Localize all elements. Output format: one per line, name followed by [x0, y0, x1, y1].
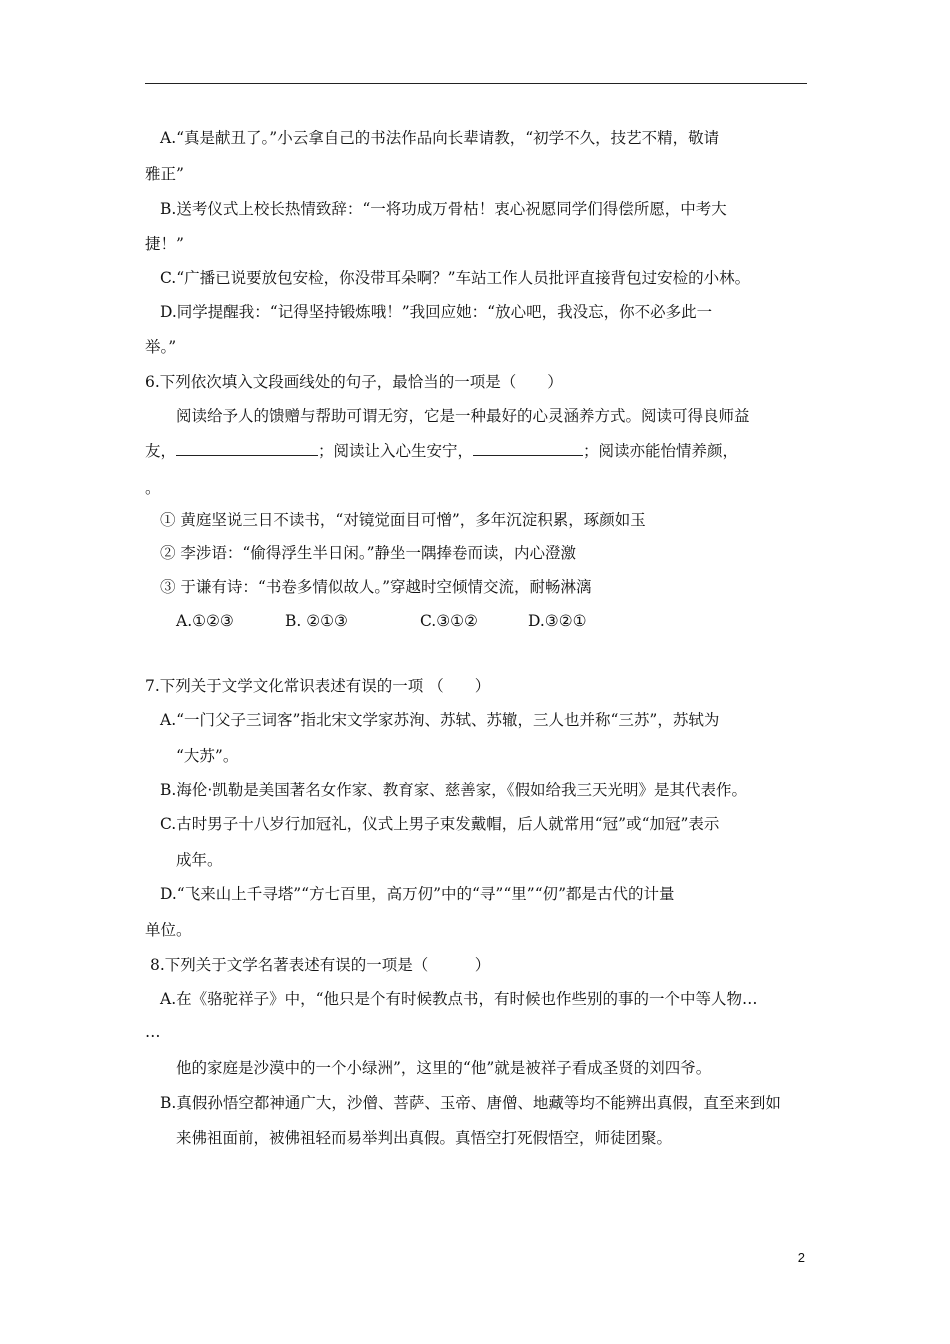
q8-option-b-line2: 来佛祖面前，被佛祖轻而易举判出真假。真悟空打死假悟空，师徒团聚。	[176, 1129, 673, 1147]
q6-blank-2	[473, 441, 583, 456]
q6-option-a: A.①②③	[176, 612, 234, 630]
page-number: 2	[797, 1250, 805, 1265]
q6-sentence-2: ② 李涉语：“偷得浮生半日闲。”静坐一隅捧卷而读，内心澄激	[160, 544, 577, 562]
q8-option-a-line1: A.在《骆驼祥子》中，“他只是个有时候教点书，有时候也作些别的事的一个中等人物…	[160, 990, 758, 1008]
header-rule	[145, 83, 807, 84]
q7-option-d-line2: 单位。	[145, 921, 192, 939]
q8-option-a-line3: 他的家庭是沙漠中的一个小绿洲”，这里的“他”就是被祥子看成圣贤的刘四爷。	[176, 1059, 712, 1077]
q7-option-a-line1: A.“一门父子三词客”指北宋文学家苏洵、苏轼、苏辙，三人也并称“三苏”，苏轼为	[160, 711, 720, 729]
q7-option-d-line1: D.“飞来山上千寻塔”“方七百里，高万仞”中的“寻”“里”“仞”都是古代的计量	[160, 885, 675, 903]
q5-option-d-line2: 举。”	[145, 338, 177, 356]
q7-stem: 7.下列关于文学文化常识表述有误的一项 （ ）	[145, 677, 491, 695]
q6-passage-seg2: ；阅读让入心生安宁，	[318, 442, 474, 460]
q8-option-a-line2: …	[145, 1023, 161, 1041]
q5-option-d-line1: D.同学提醒我：“记得坚持锻炼哦！”我回应她：“放心吧，我没忘，你不必多此一	[160, 303, 713, 321]
q7-option-c-line2: 成年。	[176, 851, 223, 869]
q8-option-b-line1: B.真假孙悟空都神通广大，沙僧、菩萨、玉帝、唐僧、地藏等均不能辨出真假，直至来到如	[160, 1094, 781, 1112]
q5-option-b-line2: 捷！”	[145, 235, 184, 253]
q6-passage-line2	[145, 441, 738, 461]
q7-option-a-line2: “大苏”。	[176, 747, 239, 765]
q6-sentence-3: ③ 于谦有诗：“书卷多情似故人。”穿越时空倾情交流，耐畅淋漓	[160, 578, 592, 596]
q6-passage-line3: 。	[145, 479, 161, 497]
q7-option-c-line1: C.古时男子十八岁行加冠礼，仪式上男子束发戴帽，后人就常用“冠”或“加冠”表示	[160, 815, 720, 833]
q6-passage-seg1: 友，	[145, 442, 177, 460]
q6-option-c: C.③①②	[420, 612, 478, 630]
q6-blank-1	[176, 441, 318, 456]
q5-option-a-line1: A.“真是献丑了。”小云拿自己的书法作品向长辈请教，“初学不久，技艺不精，敬请	[160, 129, 720, 147]
q7-option-b-line1: B.海伦·凯勒是美国著名女作家、教育家、慈善家，《假如给我三天光明》是其代表作。	[160, 781, 747, 799]
q6-option-d: D.③②①	[528, 612, 587, 630]
q5-option-c-line1: C.“广播已说要放包安检，你没带耳朵啊？”车站工作人员批评直接背包过安检的小林。	[160, 269, 751, 287]
q5-option-b-line1: B.送考仪式上校长热情致辞：“一将功成万骨枯！衷心祝愿同学们得偿所愿，中考大	[160, 200, 727, 218]
q6-sentence-1: ① 黄庭坚说三日不读书，“对镜觉面目可憎”，多年沉淀积累，琢颜如玉	[160, 511, 646, 529]
q5-option-a-line2: 雅正”	[145, 165, 184, 183]
q6-passage-seg3: ；阅读亦能怡情养颜，	[583, 442, 739, 460]
q6-option-b: B. ②①③	[285, 612, 348, 630]
q8-stem: 8.下列关于文学名著表述有误的一项是（ ）	[150, 956, 491, 974]
q6-stem: 6.下列依次填入文段画线处的句子，最恰当的一项是（ ）	[145, 373, 563, 391]
q6-passage-line1: 阅读给予人的馈赠与帮助可谓无穷，它是一种最好的心灵涵养方式。阅读可得良师益	[176, 407, 750, 425]
